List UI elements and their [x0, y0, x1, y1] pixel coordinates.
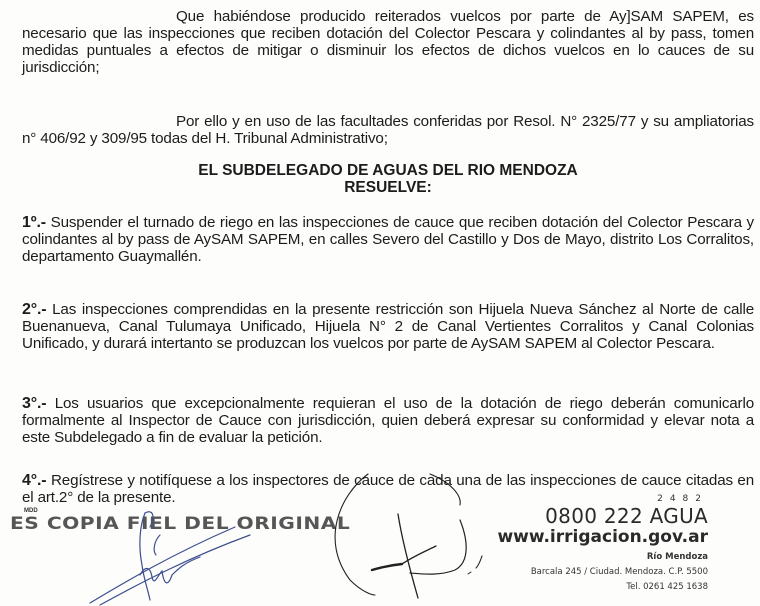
article-4: [22, 472, 754, 506]
resolution-subheading: RESUELVE:: [344, 179, 432, 196]
office-name: Río Mendoza: [646, 552, 708, 562]
resolution-heading: EL SUBDELEGADO DE AGUAS DEL RIO MENDOZA: [198, 162, 578, 179]
article-number: 4°.-: [22, 472, 47, 489]
initials: MDD: [24, 508, 38, 514]
article-text: Regístrese y notifíquese a los inspectores de cauce de cada una de las inspecciones de cauce citadas en el art.2° de la presente.: [22, 472, 754, 506]
phone-letter-digits: 2482: [657, 494, 708, 504]
toll-free-phone: 0800 222 AGUA: [545, 504, 708, 528]
article-number: 3°.-: [22, 395, 47, 412]
article-text: Los usuarios que excepcionalmente requieran el uso de la dotación de riego deberán comunicarlo formalmente al Inspector de Cauce con jurisdicción, quien deberá expresar su conformidad y elevar nota a este Subdelegado a fin de evaluar la petición.: [22, 395, 754, 446]
article-number: 2°.-: [22, 301, 47, 318]
article-number: 1º.-: [22, 214, 46, 231]
article-text: Suspender el turnado de riego en las inspecciones de cauce que reciben dotación del Colector Pescara y colindantes al by pass de AySAM SAPEM, en calles Severo del Castillo y Dos de Mayo, distrito Los Corralitos, departamento Guaymallén.: [22, 214, 754, 265]
website-link[interactable]: www.irrigacion.gov.ar: [497, 527, 708, 547]
office-address: Barcala 245 / Ciudad. Mendoza. C.P. 5500: [530, 567, 708, 577]
certified-copy-stamp: ES COPIA FIEL DEL ORIGINAL: [10, 514, 351, 534]
office-telephone: Tel. 0261 425 1638: [626, 582, 708, 592]
intro-paragraph: Que habiéndose producido reiterados vuelcos por parte de Ay]SAM SAPEM, es necesario que las inspecciones que reciben dotación del Colector Pescara y colindantes al by pass, tomen medidas puntuales a efectos de mitigar o disminuir los efectos de dichos vuelcos en lo cauces de su jurisdicción;: [22, 8, 754, 76]
article-3: [22, 395, 754, 446]
article-text: Las inspecciones comprendidas en la presente restricción son Hijuela Nueva Sánchez al Norte de calle Buenanueva, Canal Tulumaya Unificado, Hijuela N° 2 de Canal Vertientes Corralitos y Canal Colonias Unificado, y durará intertanto se produzcan los vuelcos por parte de AySAM SAPEM al Colector Pescara.: [22, 301, 754, 352]
article-1: [22, 214, 754, 265]
authority-paragraph: Por ello y en uso de las facultades conferidas por Resol. N° 2325/77 y su ampliatorias n° 406/92 y 309/95 todas del H. Tribunal Administrativo;: [22, 113, 754, 147]
article-2: [22, 301, 754, 352]
